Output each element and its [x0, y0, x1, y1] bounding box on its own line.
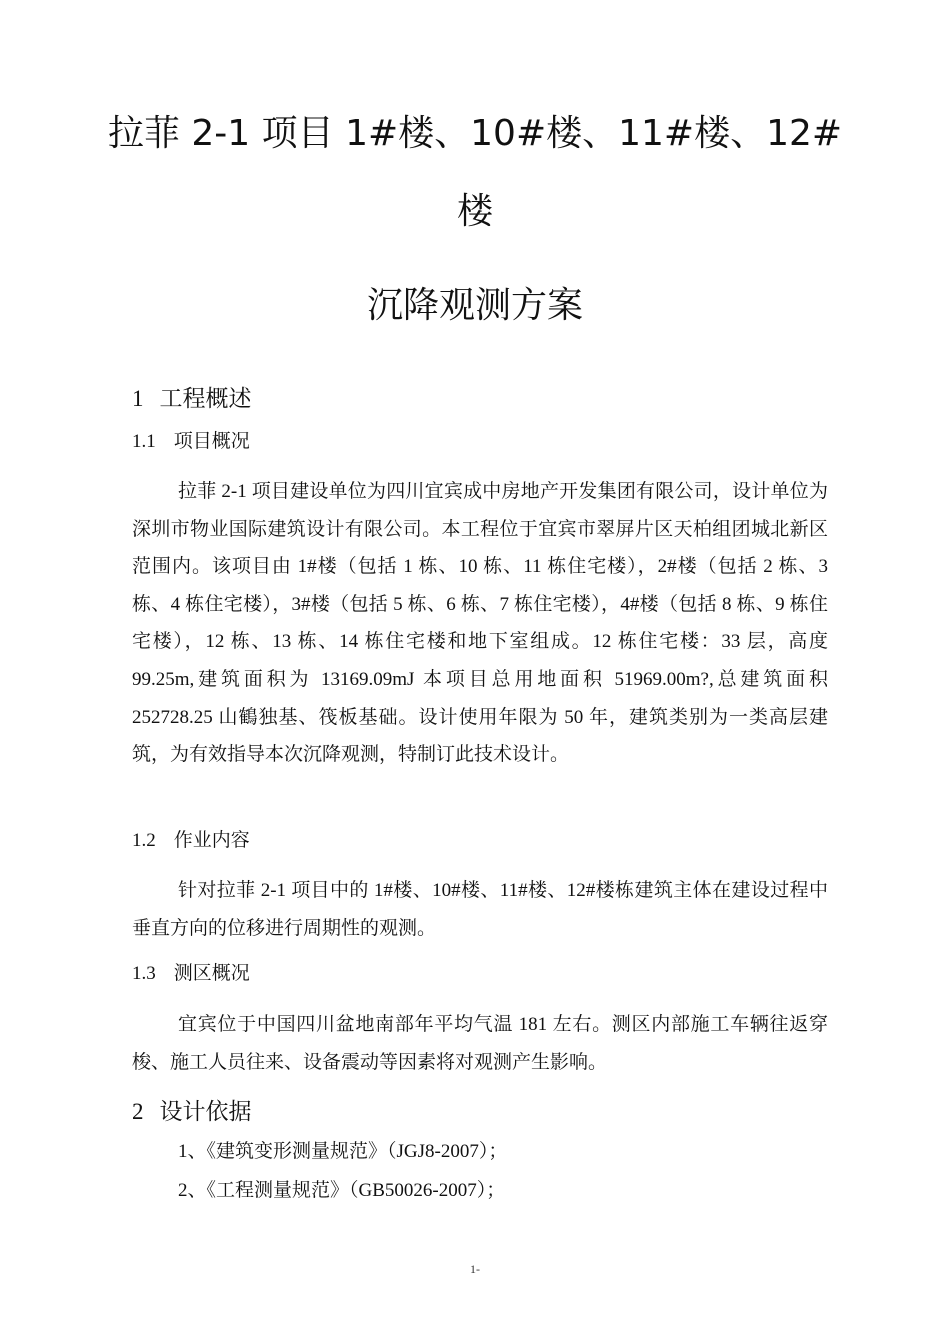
document-title-line-2: 楼: [456, 191, 493, 232]
subsection-heading-1-3: [132, 964, 250, 983]
subsection-number: 1.3: [132, 963, 156, 984]
paragraph-project-overview: 拉菲 2-1 项目建设单位为四川宜宾成中房地产开发集团有限公司，设计单位为深圳市物业国际建筑设计有限公司。本工程位于宜宾市翠屏片区天柏组团城北新区范围内。该项目由 1#楼（包括 1 栋、10 栋、11 栋住宅楼），2#楼（包括 2 栋、3 栋、4 栋住宅楼），3#楼（包括 5 栋、6 栋、7 栋住宅楼），4#楼（包括 8 栋、9 栋住宅楼），12 栋、13 栋、14 栋住宅楼和地下室组成。12 栋住宅楼：33 层，高度 99.25m,建筑面积为 13169.09mJ 本项目总用地面积 51969.00m?,总建筑面积 252728.25 山鶴独基、筏板基础。设计使用年限为 50 年，建筑类别为一类高层建筑，为有效指导本次沉降观测，特制订此技术设计。: [132, 481, 828, 766]
subsection-heading-1-1: [132, 432, 250, 451]
document-title-line-3: 沉降观测方案: [366, 285, 583, 326]
paragraph-survey-area: 宜宾位于中国四川盆地南部年平均气温 181 左右。测区内部施工车辆往返穿梭、施工人员往来、设备震动等因素将对观测产生影响。: [132, 1014, 828, 1073]
reference-item: 1、《建筑变形测量规范》（JGJ8-2007）；: [178, 1141, 508, 1162]
page-number: 1-: [470, 1262, 480, 1276]
subsection-number: 1.1: [132, 431, 156, 452]
subsection-number: 1.2: [132, 830, 156, 851]
section-heading-1: [132, 387, 252, 411]
document-title-line-1: 拉菲 2-1 项目 1#楼、10#楼、11#楼、12#: [107, 113, 843, 154]
paragraph-work-content: 针对拉菲 2-1 项目中的 1#楼、10#楼、11#楼、12#楼栋建筑主体在建设过程中垂直方向的位移进行周期性的观测。: [132, 880, 828, 939]
section-number: 2: [132, 1099, 144, 1124]
section-title: 设计依据: [159, 1099, 252, 1125]
subsection-title: 项目概况: [173, 430, 250, 452]
section-heading-2: [132, 1100, 252, 1124]
reference-item: 2、《工程测量规范》（GB50026-2007）；: [178, 1180, 506, 1201]
section-number: 1: [132, 386, 144, 411]
section-title: 工程概述: [159, 386, 252, 412]
subsection-title: 作业内容: [173, 829, 250, 851]
subsection-title: 测区概况: [173, 962, 250, 984]
subsection-heading-1-2: [132, 831, 250, 850]
